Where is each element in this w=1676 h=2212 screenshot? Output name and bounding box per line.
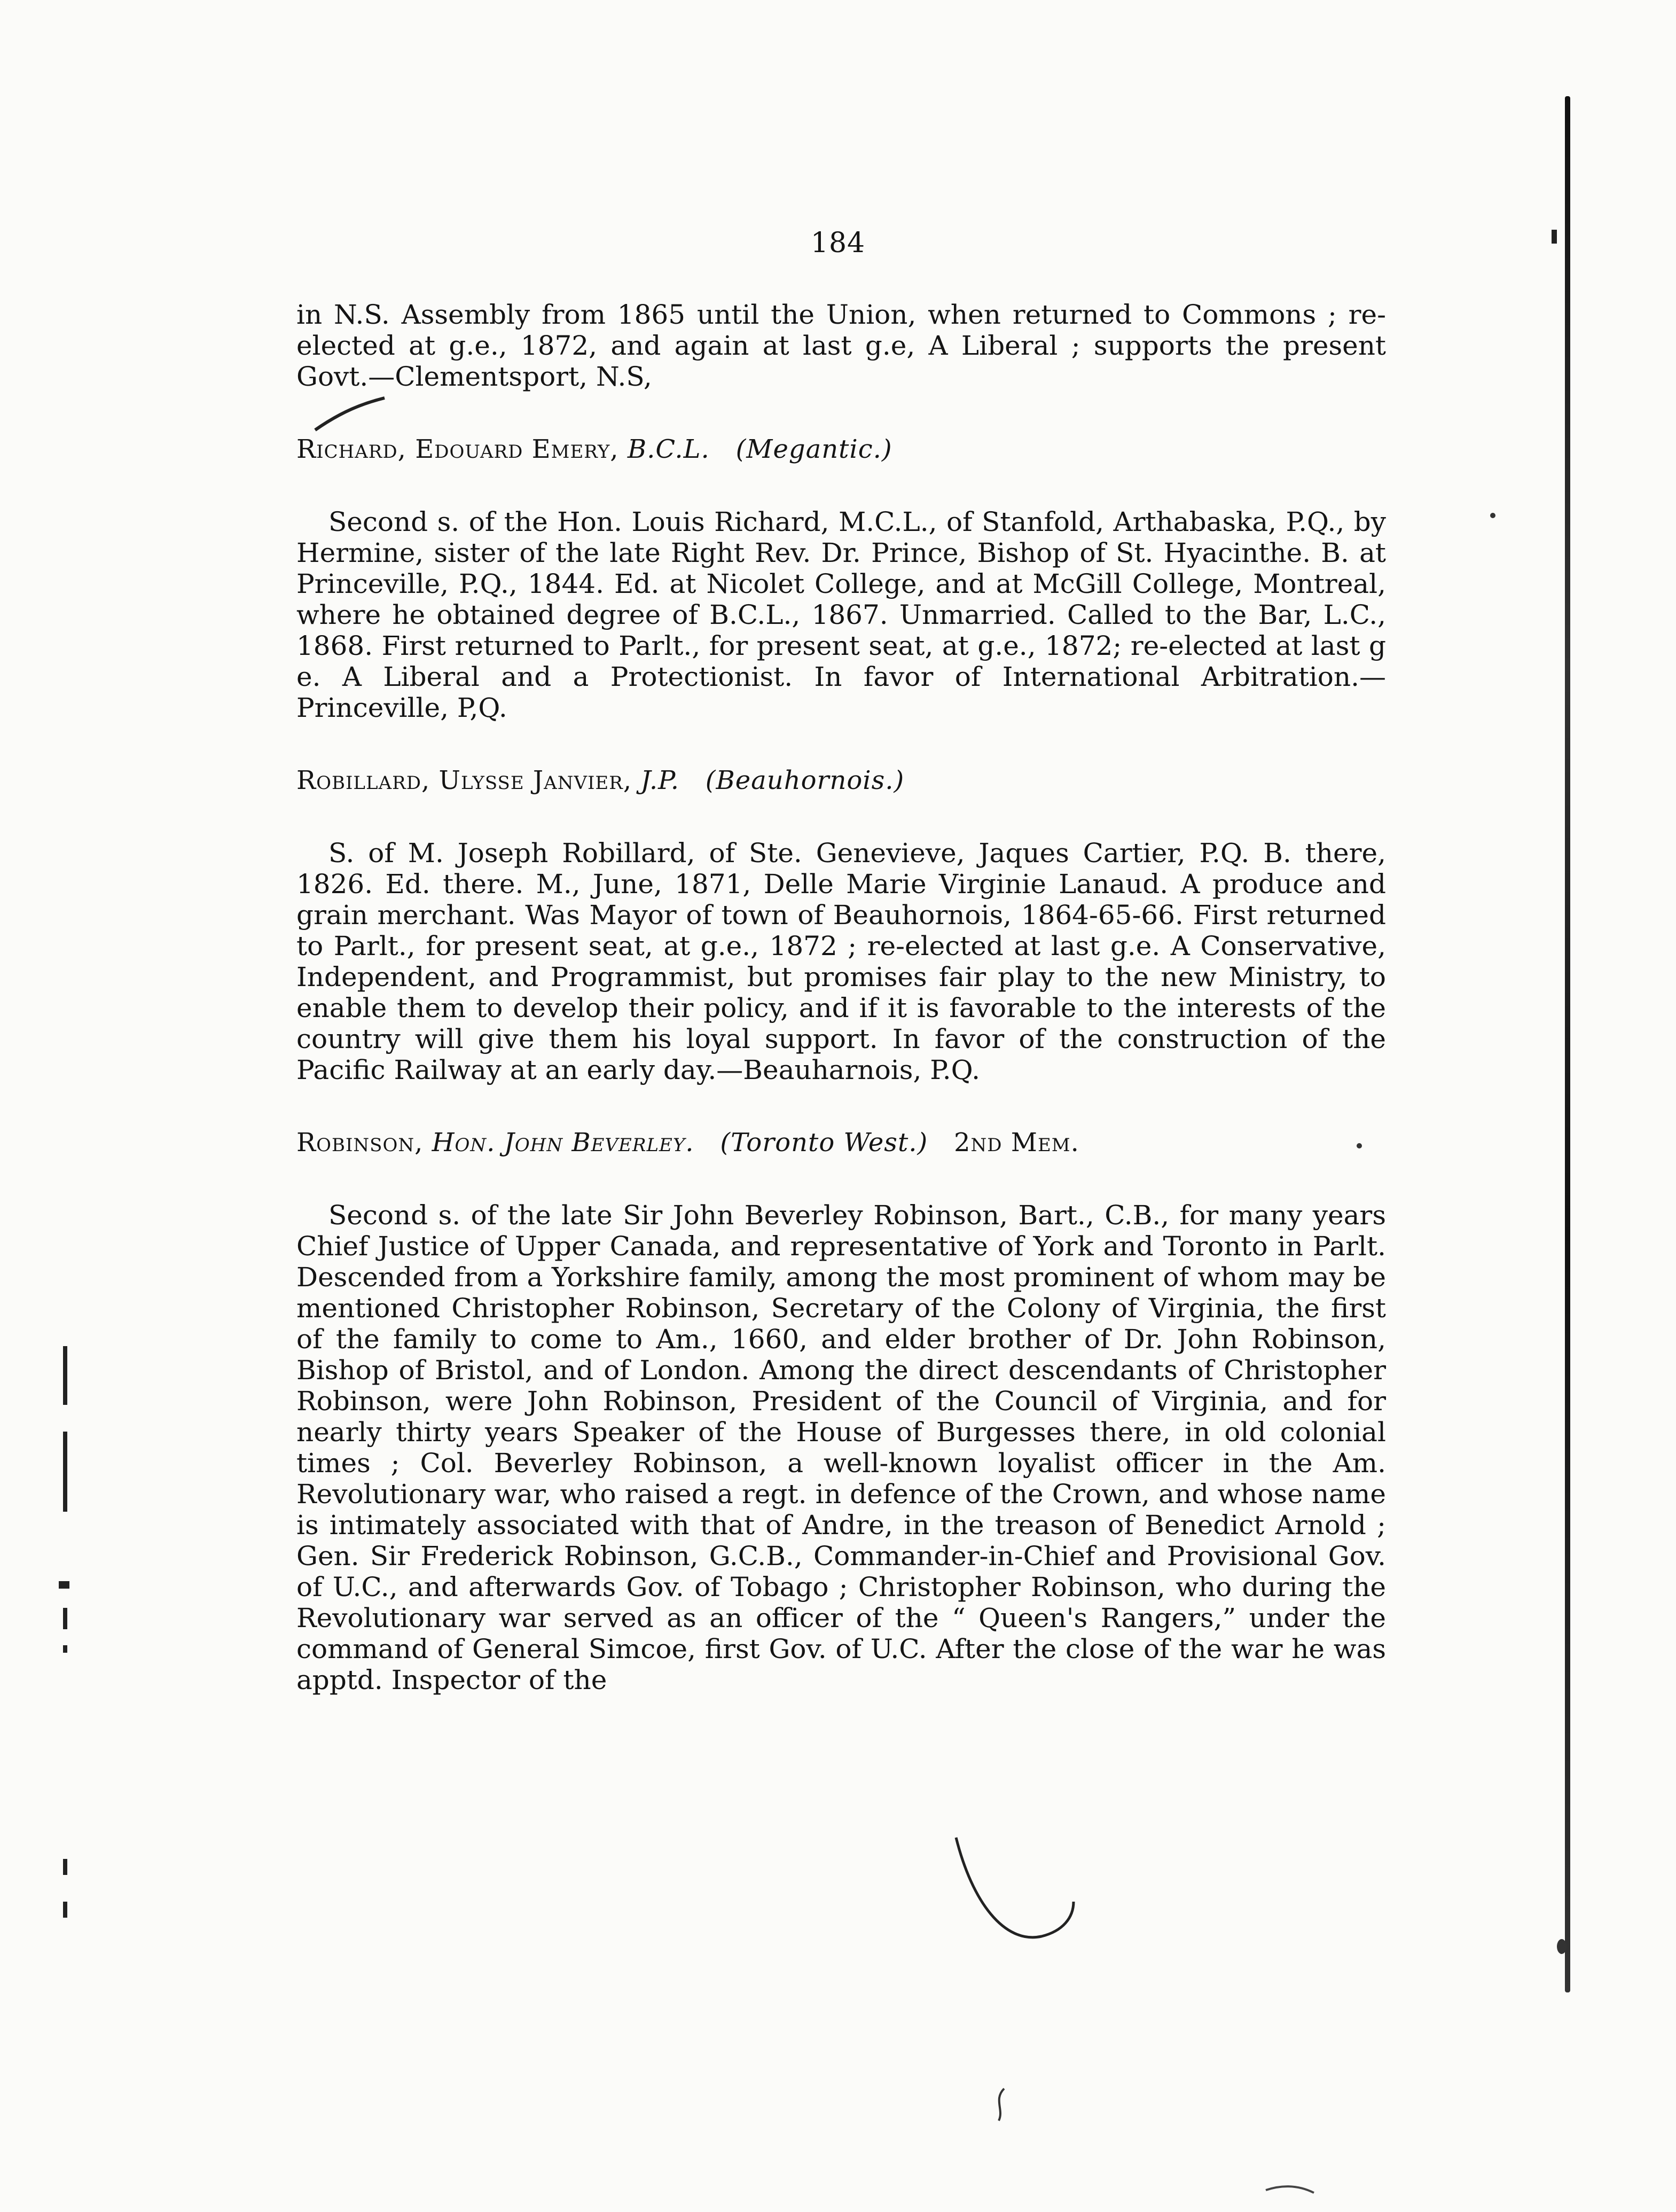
entry-heading	[296, 765, 1386, 796]
entry-biography: Second s. of the Hon. Louis Richard, M.C.L., of Stanfold, Arthabaska, P.Q., by Hermine, sister of the late Right Rev. Dr. Prince, Bishop of St. Hyacinthe. B. at Princeville, P.Q., 1844. Ed. at Nicolet College, and at McGill College, Montreal, where he obtained degree of B.C.L., 1867. Unmarried. Called to the Bar, L.C., 1868. First returned to Parlt., for present seat, at g.e., 1872; re-elected at last g e. A Liberal and a Protectionist. In favor of International Arbitration.—Princeville, P,Q.	[296, 506, 1386, 723]
entry-constituency: (Toronto West.)	[720, 1128, 928, 1158]
entry-member-note: 2nd Mem.	[954, 1128, 1079, 1158]
text-column	[296, 299, 1386, 1695]
entry-given-names: Ulysse Janvier,	[438, 765, 632, 795]
entry-title: J.P.	[640, 765, 679, 795]
entry-surname: Robillard,	[296, 765, 430, 795]
entry-given-names: Hon. John Beverley.	[432, 1128, 694, 1158]
entry-constituency: (Beauhornois.)	[705, 765, 905, 795]
entry-surname: Richard,	[296, 434, 406, 464]
entry-biography: S. of M. Joseph Robillard, of Ste. Genevieve, Jaques Cartier, P.Q. B. there, 1826. Ed. there. M., June, 1871, Delle Marie Virginie Lanaud. A produce and grain merchant. Was Mayor of town of Beauhornois, 1864-65-66. First returned to Parlt., for present seat, at g.e., 1872 ; re-elected at last g.e. A Conservative, Independent, and Programmist, but promises fair play to the new Ministry, to enable them to develop their policy, and if it is favorable to the interests of the country will give them his loyal support. In favor of the construction of the Pacific Railway at an early day.—Beauharnois, P.Q.	[296, 838, 1386, 1085]
entry-biography: Second s. of the late Sir John Beverley Robinson, Bart., C.B., for many years Chief Justice of Upper Canada, and representative of York and Toronto in Parlt. Descended from a Yorkshire family, among the most prominent of whom may be mentioned Christopher Robinson, Secretary of the Colony of Virginia, the first of the family to come to Am., 1660, and elder brother of Dr. John Robinson, Bishop of Bristol, and of London. Among the direct descendants of Christopher Robinson, were John Robinson, President of the Council of Virginia, and for nearly thirty years Speaker of the House of Burgesses there, in old colonial times ; Col. Beverley Robinson, a well-known loyalist officer in the Am. Revolutionary war, who raised a regt. in defence of the Crown, and whose name is intimately associated with that of Andre, in the treason of Benedict Arnold ; Gen. Sir Frederick Robinson, G.C.B., Commander-in-Chief and Provisional Gov. of U.C., and afterwards Gov. of Tobago ; Christopher Robinson, who during the Revolutionary war served as an officer of the “ Queen's Rangers,” under the command of General Simcoe, first Gov. of U.C. After the close of the war he was apptd. Inspector of the	[296, 1200, 1386, 1695]
entry-title: B.C.L.	[627, 434, 710, 464]
entry-given-names: Edouard Emery,	[415, 434, 619, 464]
entry-heading	[296, 434, 1386, 465]
entry-surname: Robinson,	[296, 1128, 424, 1158]
continuation-paragraph: in N.S. Assembly from 1865 until the Union, when returned to Commons ; re-elected at g.e., 1872, and again at last g.e, A Liberal ; supports the present Govt.—Clementsport, N.S,	[296, 299, 1386, 392]
entry-constituency: (Megantic.)	[735, 434, 892, 464]
entry-heading	[296, 1127, 1386, 1158]
page-number: 184	[810, 227, 866, 259]
